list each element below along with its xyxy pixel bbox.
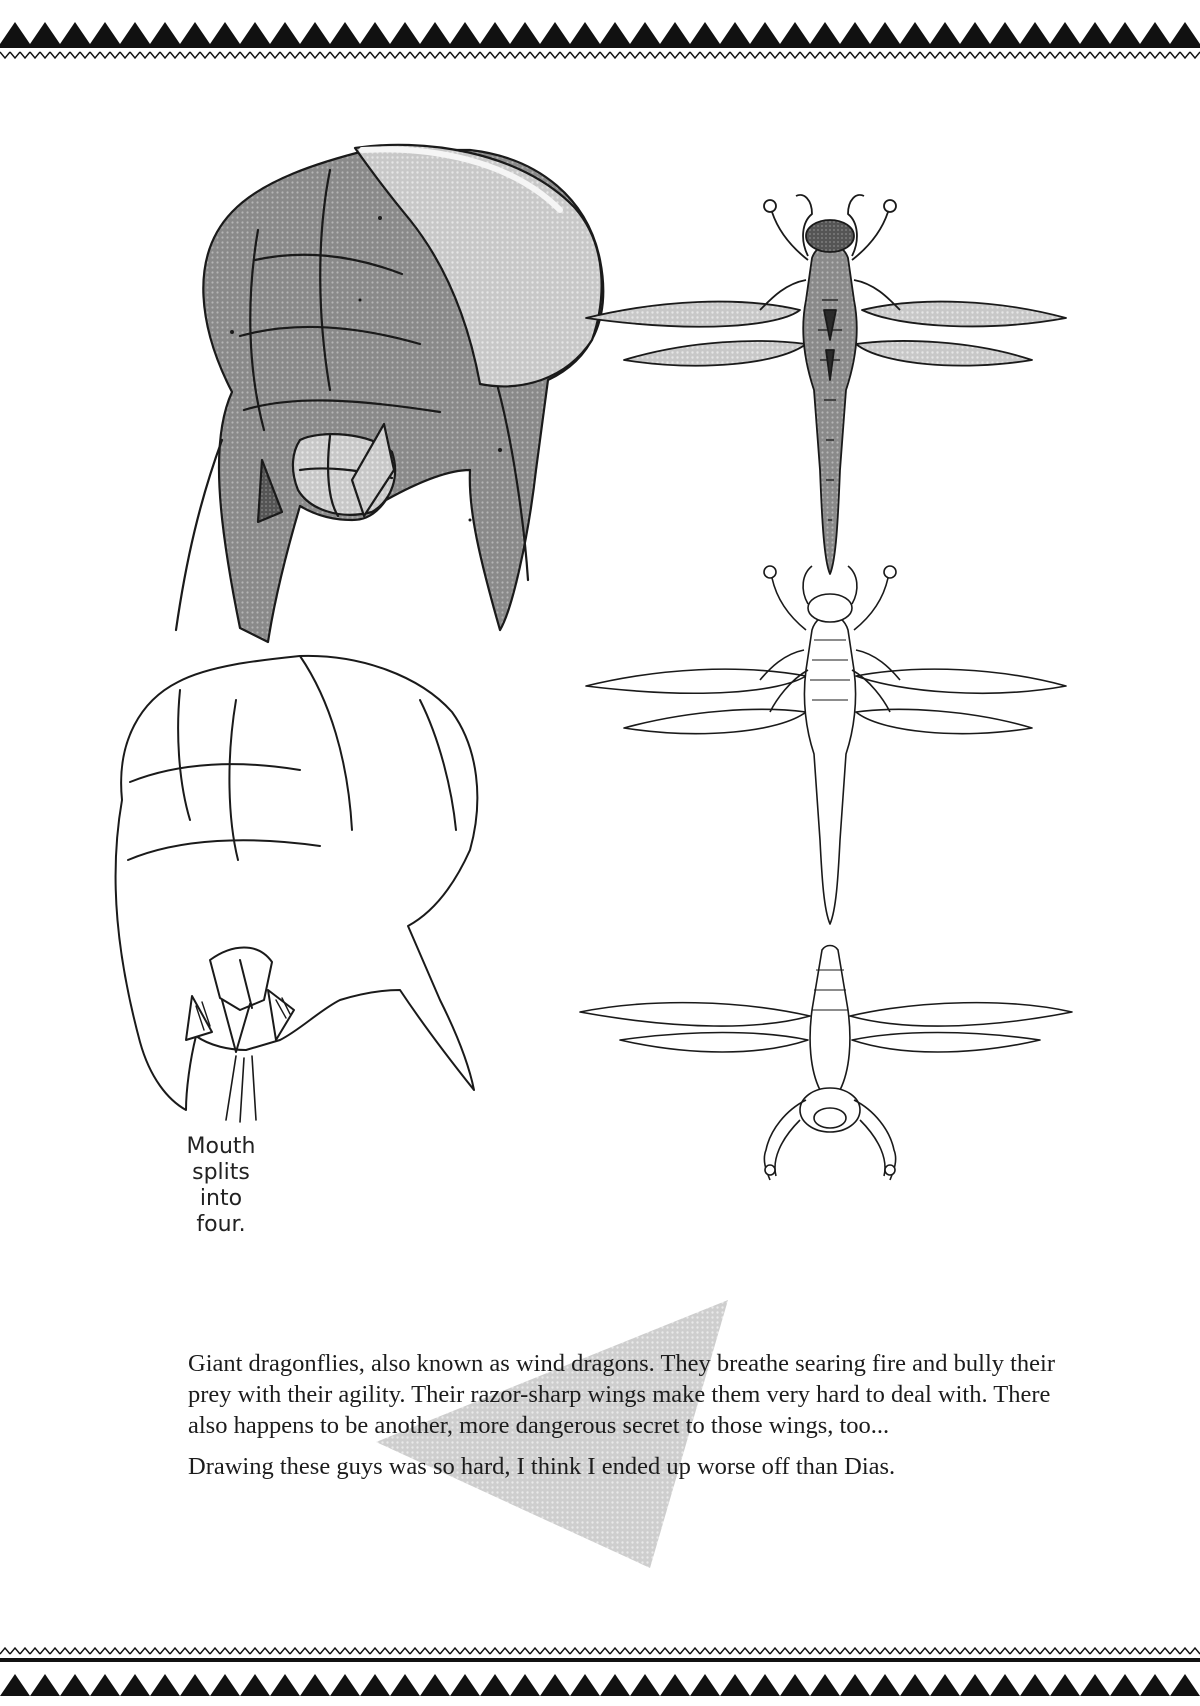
toned-dragonfly-head	[176, 145, 603, 642]
caption-paragraph: Drawing these guys was so hard, I think I ended up worse off than Dias.	[188, 1453, 896, 1480]
annotation-line: Mouth	[186, 1134, 256, 1159]
dragonfly-underside-view	[586, 566, 1066, 924]
line-art-dragonfly-head	[116, 656, 478, 1122]
annotation-line: four.	[196, 1212, 246, 1237]
mouth-annotation	[176, 1134, 266, 1238]
caption-paragraph: Giant dragonflies, also known as wind dragons. They breathe searing fire and bully their prey with their agility. Their razor-sharp wings make them very hard to deal with. There also happens to be another, more dangerous secret to those wings, too...	[188, 1350, 1056, 1439]
dragonfly-front-view	[580, 946, 1072, 1181]
annotation-line: splits	[192, 1160, 250, 1185]
bottom-border-pattern	[0, 1644, 1200, 1706]
dragonfly-top-view-toned	[586, 195, 1066, 574]
caption-block	[188, 1348, 1068, 1492]
annotation-line: into	[199, 1186, 243, 1211]
